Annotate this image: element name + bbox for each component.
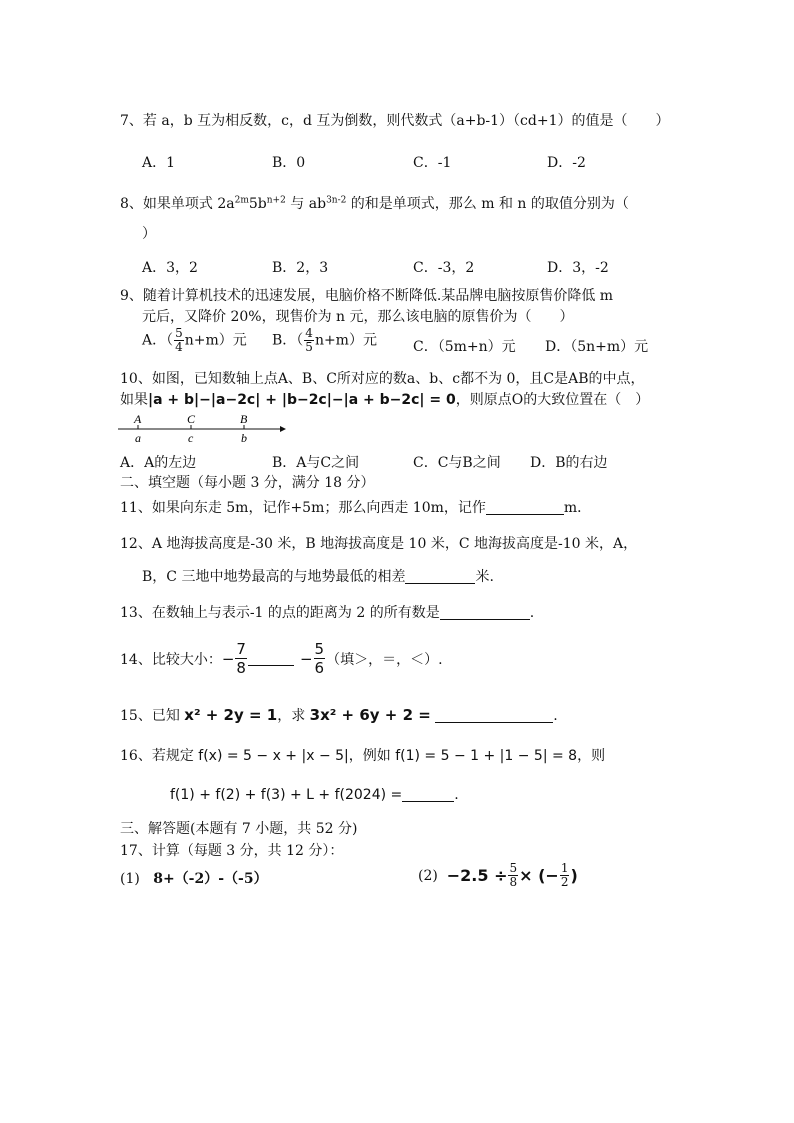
q14-stem: 14、比较大小： − $\frac{7}{8}$ − $\frac{5}{6}$ （填＞，＝，＜）. [120,640,443,677]
q9-option-b: B．（ $\frac{4}{5}$ n+m）元 [272,326,377,354]
q16-definition: f(x) = 5 − x + |x − 5| [198,748,349,764]
q9-option-a: A．（ $\frac{5}{4}$ n+m）元 [142,326,247,354]
q15-stem: 15、已知 x² + 2y = 1，求 3x² + 6y + 2 = . [120,706,558,724]
q7-stem: 7、若 a，b 互为相反数，c，d 互为倒数，则代数式（a+b-1）（cd+1）的值是（ ） [120,113,670,129]
q16-example: f(1) = 5 − 1 + |1 − 5| = 8 [395,748,578,764]
q13-stem: 13、在数轴上与表示-1 的点的距离为 2 的所有数是 . [120,605,535,621]
q15-expression: 3x² + 6y + 2 = [309,706,431,724]
q10-stem-line2: 如果|a + b|−|a−2c| + |b−2c|−|a + b−2c| = 0，则原点O的大致位置在（ ） [120,392,650,408]
q16-line1: 16、若规定 f(x) = 5 − x + |x − 5|，例如 f(1) = 5 − 1 + |1 − 5| = 8，则 [120,748,606,764]
value-label-a: a [135,431,141,445]
section-2-title: 二、填空题（每小题 3 分，满分 18 分） [120,475,375,491]
q14-answer-blank[interactable] [248,651,294,666]
q9-stem-line1: 9、随着计算机技术的迅速发展，电脑价格不断降低.某品牌电脑按原售价降低 m [120,288,614,304]
q8-stem-pre: 8、如果单项式 [120,196,218,212]
q17-fraction-2: $\frac{1}{2}$ [560,861,569,889]
q17-stem: 17、计算（每题 3 分，共 12 分）： [120,843,344,859]
q16-line2: f(1) + f(2) + f(3) + L + f(2024) = . [170,787,459,803]
q7-option-c: C．-1 [413,155,452,171]
q11-stem: 11、如果向东走 5m，记作+5m；那么向西走 10m，记作 m． [120,500,592,516]
q17-fraction-1: $\frac{5}{8}$ [509,861,518,889]
section-3-title: 三、解答题(本题有 7 小题，共 52 分) [120,821,358,837]
q15-given: x² + 2y = 1 [184,706,278,724]
q13-answer-blank[interactable] [440,605,530,620]
q17-part2: (2) −2.5 ÷ $\frac{5}{8}$ × (− $\frac{1}{2}$ ) [418,861,578,889]
q12-line1: 12、A 地海拔高度是-30 米，B 地海拔高度是 10 米，C 地海拔高度是-10 米，A， [120,536,638,552]
q8-term1: $2a^{2m}5b^{n+2}$ [217,195,286,212]
point-label-c: C [187,412,196,426]
q12-line2: B，C 三地中地势最高的与地势最低的相差 米. [142,569,494,585]
q7-option-b: B．0 [272,155,306,171]
q8-option-d: D．3，-2 [547,260,609,276]
point-label-a: A [134,412,142,426]
value-label-c: c [188,431,194,445]
q14-fraction-2: $\frac{5}{6}$ [314,640,325,677]
q10-option-a: A．A的左边 [120,455,197,471]
number-line-figure [118,410,288,446]
q10-option-d: D．B的右边 [530,455,608,471]
q8-stem: 8、如果单项式 $2a^{2m}5b^{n+2}$ 与 $ab^{3n-2}$ 的和是单项式，那么 m 和 n 的取值分别为（ [120,195,629,212]
q10-equation: |a + b|−|a−2c| + |b−2c|−|a + b−2c| = 0 [148,392,456,408]
q9-option-d: D．（5n+m）元 [545,339,649,355]
q10-stem-line1: 10、如图，已知数轴上点A、B、C所对应的数a、b、c都不为 0，且C是AB的中点， [120,371,645,387]
value-label-b: b [241,431,247,445]
q11-answer-blank[interactable] [486,500,564,515]
q7-option-d: D．-2 [547,155,586,171]
q8-term2: $ab^{3n-2}$ [308,195,347,212]
q10-option-b: B．A与C之间 [272,455,360,471]
axis-arrow [280,426,286,432]
q14-fraction-1: $\frac{7}{8}$ [236,640,246,677]
q7-option-a: A．1 [142,155,176,171]
q10-option-c: C．C与B之间 [413,455,501,471]
q8-option-b: B．2，3 [272,260,329,276]
q9-option-c: C．（5m+n）元 [413,339,516,355]
point-label-b: B [240,412,248,426]
q9-stem-line2: 元后，又降价 20%，现售价为 n 元，那么该电脑的原售价为（ ） [142,309,574,325]
q17-part1: (1) 8+（-2）-（-5） [120,871,268,887]
q16-answer-blank[interactable] [402,787,454,802]
q15-answer-blank[interactable] [435,708,553,723]
q8-option-c: C．-3，2 [413,260,475,276]
q12-answer-blank[interactable] [405,569,475,584]
q8-stem-cont: ） [142,226,156,242]
q8-option-a: A．3，2 [142,260,198,276]
